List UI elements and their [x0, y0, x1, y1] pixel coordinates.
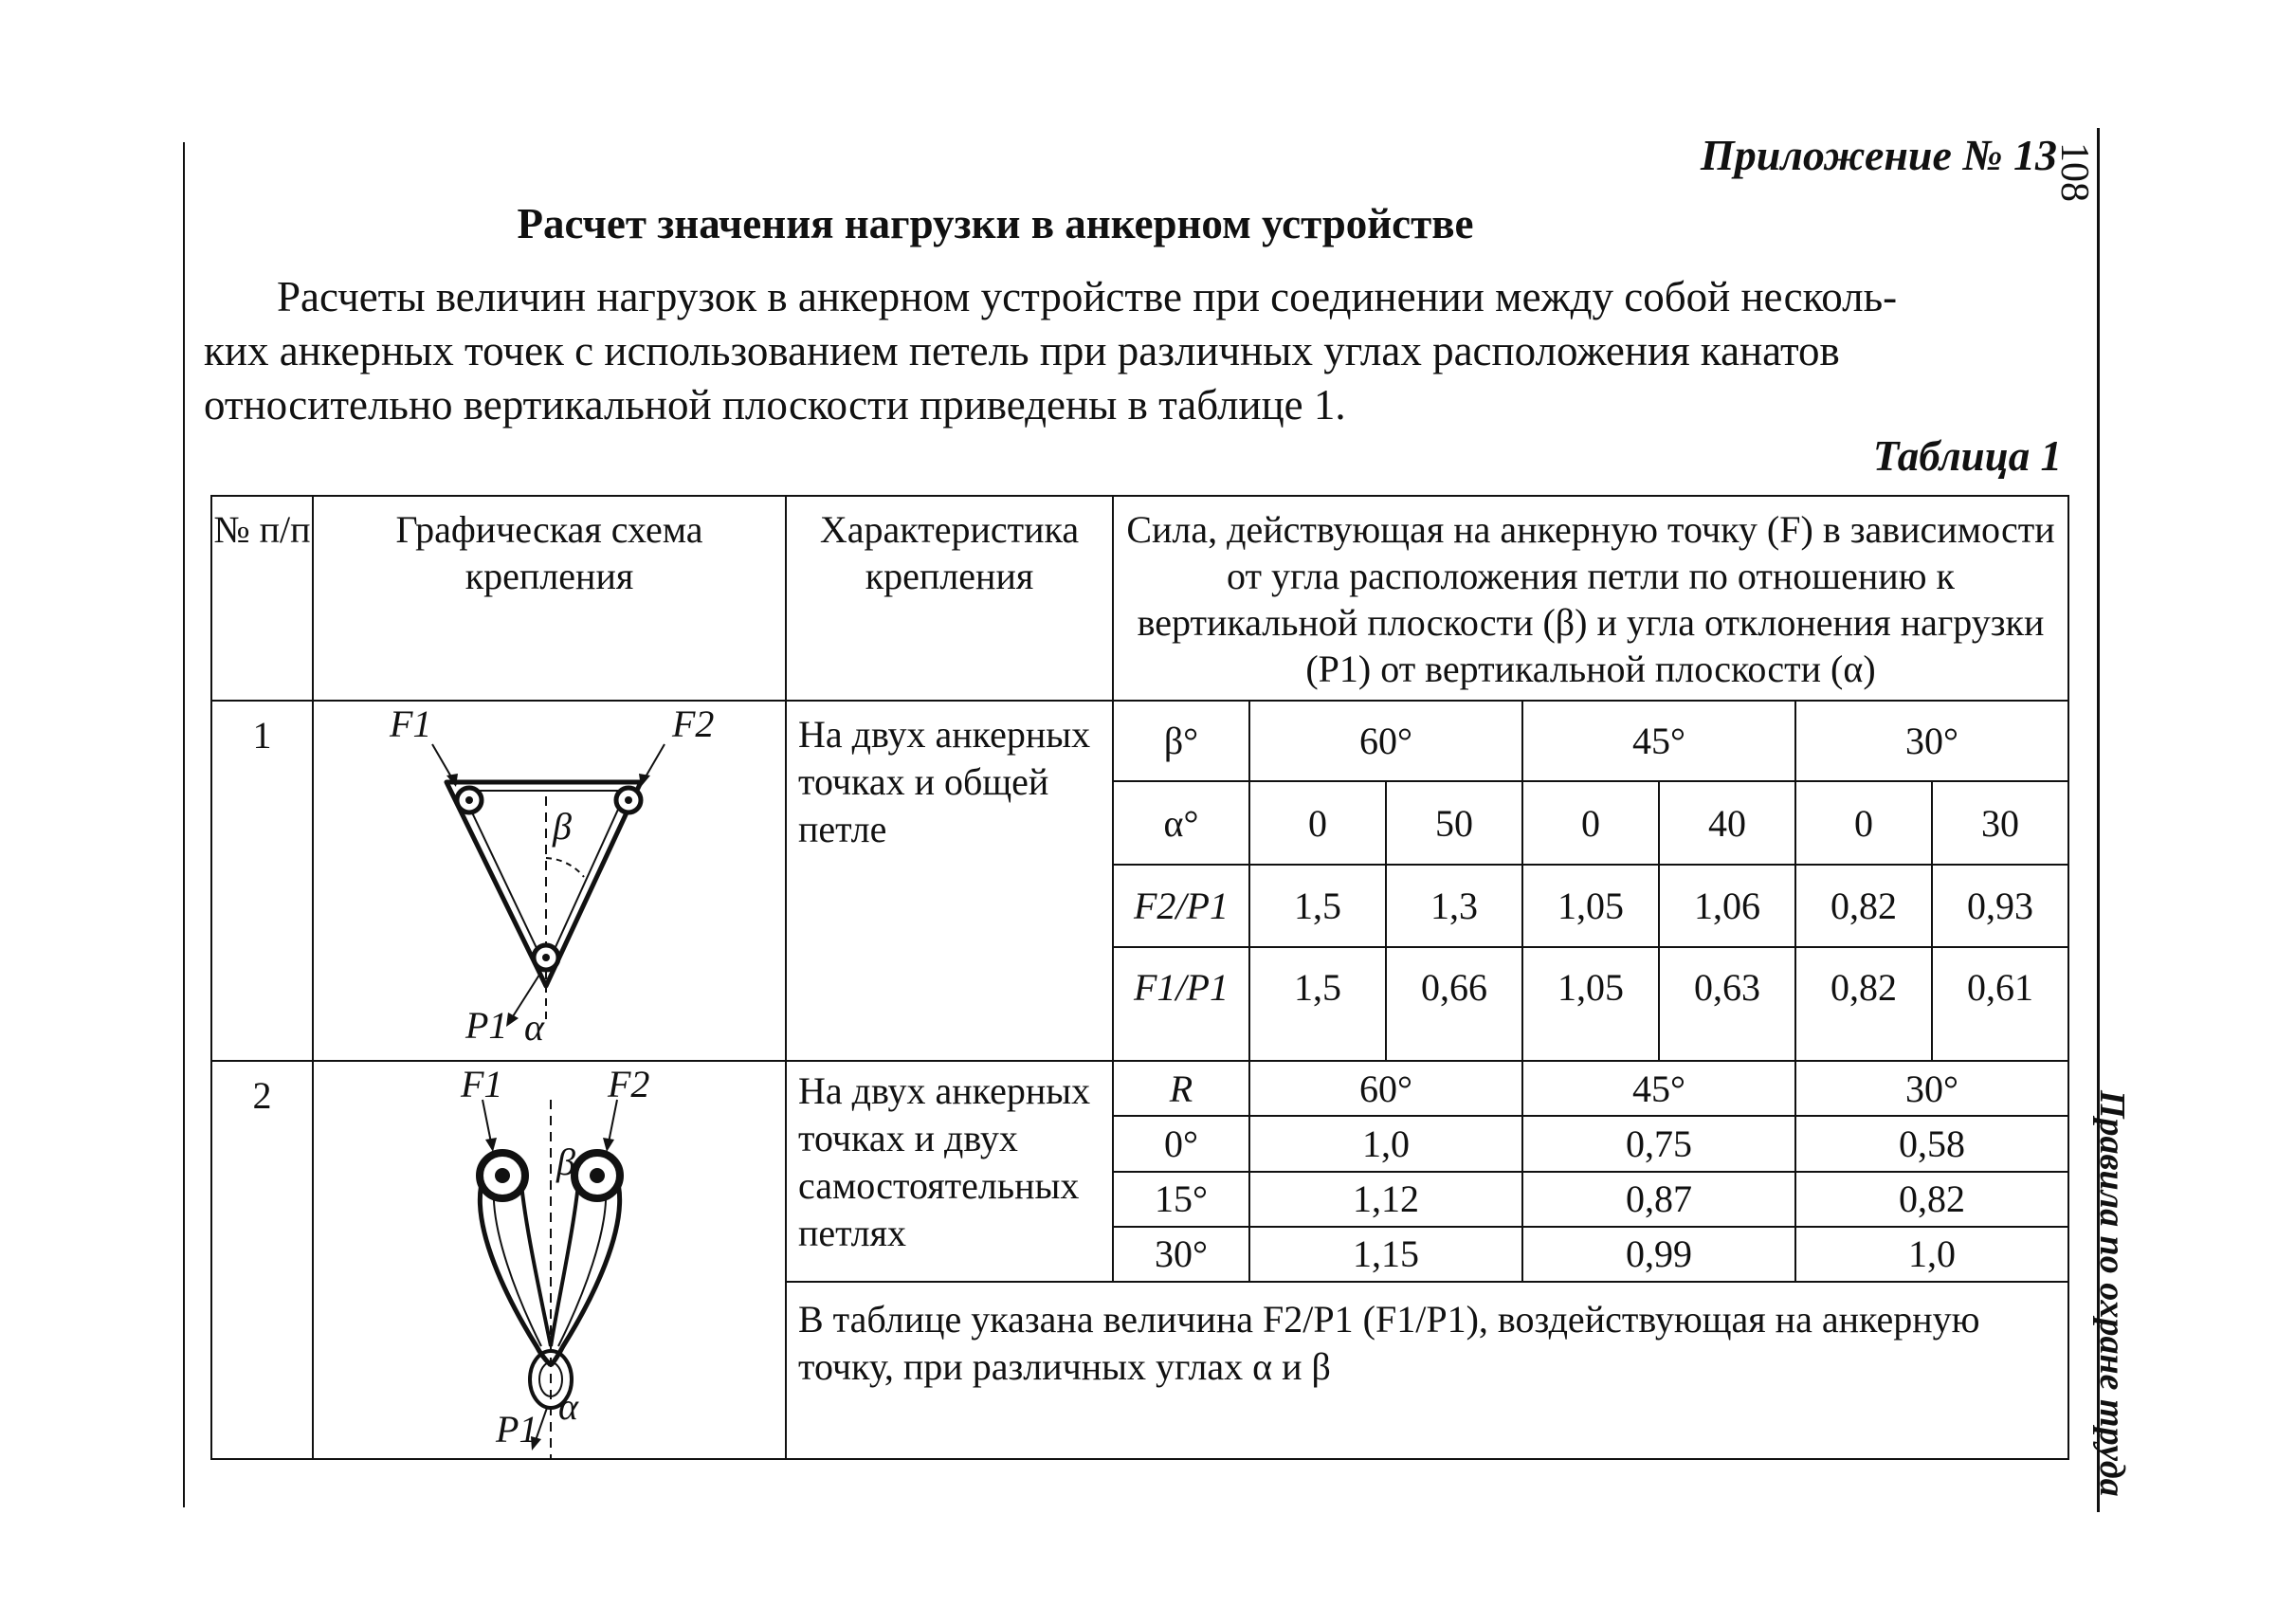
page-title: Расчет значения нагрузки в анкерном устройстве: [517, 200, 1474, 247]
header-characteristic: Характеристика крепления: [786, 496, 1113, 701]
row1-f1p1-cell: 0,82: [1795, 947, 1932, 1061]
header-scheme: Графическая схема крепления: [313, 496, 786, 701]
row1-f2p1-label: F2/P1: [1113, 865, 1249, 947]
intro-paragraph: [204, 270, 2062, 432]
row2-value-cell: 1,0: [1795, 1227, 2068, 1282]
row1-num: 1: [211, 701, 313, 1061]
diag2-label-p1: P1: [496, 1408, 538, 1451]
intro-line-2: ких анкерных точек с использованием петель при различных углах расположения канатов: [204, 327, 1840, 374]
row1-f1p1-label: F1/P1: [1113, 947, 1249, 1061]
row2-diagram-cell: [313, 1061, 786, 1459]
row1-beta-30: 30°: [1795, 701, 2068, 781]
diag2-label-beta: β: [556, 1140, 575, 1183]
row1-alpha-cell: 50: [1386, 781, 1522, 864]
row1-characteristic: На двух анкерных точках и общей петле: [786, 701, 1113, 1061]
table-caption: Таблица 1: [1872, 432, 2062, 480]
row1-diagram-cell: [313, 701, 786, 1061]
row2-beta-30: 30°: [1795, 1061, 2068, 1116]
diag1-label-p1: P1: [465, 1004, 508, 1047]
row1-beta-label: β°: [1113, 701, 1249, 781]
diag2-label-f2: F2: [608, 1063, 650, 1105]
row2-value-cell: 0,75: [1522, 1116, 1795, 1171]
row2-value-cell: 1,15: [1249, 1227, 1522, 1282]
row2-value-cell: 0,58: [1795, 1116, 2068, 1171]
appendix-label: Приложение № 13: [1700, 131, 2057, 179]
row2-value-cell: 1,0: [1249, 1116, 1522, 1171]
header-force: Сила, действующая на анкерную точку (F) в зависимости от угла расположения петли по отношению к вертикальной плоскости (β) и угла отклонения нагрузки (P1) от вертикальной плоскости (α): [1113, 496, 2068, 701]
diag1-label-beta: β: [553, 805, 572, 848]
left-margin-rule: [183, 142, 185, 1507]
row1-f1p1-cell: 0,63: [1659, 947, 1795, 1061]
row1-f1p1-cell: 0,61: [1932, 947, 2068, 1061]
row2-value-cell: 0,87: [1522, 1172, 1795, 1227]
row1-f1p1-cell: 1,5: [1249, 947, 1386, 1061]
row2-characteristic: На двух анкерных точках и двух самостоятельных петлях: [786, 1061, 1113, 1282]
header-num: № п/п: [211, 496, 313, 701]
row1-beta-45: 45°: [1522, 701, 1795, 781]
row1-alpha-cell: 40: [1659, 781, 1795, 864]
diag1-label-f2: F2: [672, 703, 715, 745]
row2-angle-0: 0°: [1113, 1116, 1249, 1171]
row1-alpha-cell: 30: [1932, 781, 2068, 864]
row2-value-cell: 1,12: [1249, 1172, 1522, 1227]
row2-beta-60: 60°: [1249, 1061, 1522, 1116]
intro-line-1: Расчеты величин нагрузок в анкерном устройстве при соединении между собой несколь-: [277, 273, 1898, 320]
row1-f1p1-cell: 1,05: [1522, 947, 1659, 1061]
running-head: Правила по охране труда: [2092, 1090, 2132, 1497]
row1-alpha-label: α°: [1113, 781, 1249, 864]
row2-r-label: R: [1113, 1061, 1249, 1116]
row2-num: 2: [211, 1061, 313, 1459]
row1-f2p1-cell: 1,05: [1522, 865, 1659, 947]
row1-f2p1-cell: 1,06: [1659, 865, 1795, 947]
triangle-loop-diagram: [314, 702, 785, 1060]
row1-f2p1-cell: 1,5: [1249, 865, 1386, 947]
row2-beta-45: 45°: [1522, 1061, 1795, 1116]
diag1-label-f1: F1: [390, 703, 432, 745]
row2-angle-15: 15°: [1113, 1172, 1249, 1227]
intro-line-3: относительно вертикальной плоскости приведены в таблице 1.: [204, 381, 1346, 429]
row1-alpha-cell: 0: [1795, 781, 1932, 864]
row2-angle-30: 30°: [1113, 1227, 1249, 1282]
row2-note: В таблице указана величина F2/P1 (F1/P1), воздействующая на анкерную точку, при различных углах α и β: [786, 1282, 2068, 1459]
row1-beta-60: 60°: [1249, 701, 1522, 781]
row2-value-cell: 0,99: [1522, 1227, 1795, 1282]
diag2-label-alpha: α: [558, 1385, 578, 1428]
diag1-label-alpha: α: [524, 1006, 544, 1049]
row1-f2p1-cell: 1,3: [1386, 865, 1522, 947]
diag2-label-f1: F1: [461, 1063, 503, 1105]
double-loop-diagram: [314, 1062, 785, 1458]
page-number: 108: [2052, 142, 2096, 202]
row1-f2p1-cell: 0,93: [1932, 865, 2068, 947]
load-table: [210, 495, 2069, 1460]
row1-alpha-cell: 0: [1249, 781, 1386, 864]
row1-f2p1-cell: 0,82: [1795, 865, 1932, 947]
row2-value-cell: 0,82: [1795, 1172, 2068, 1227]
row1-f1p1-cell: 0,66: [1386, 947, 1522, 1061]
row1-alpha-cell: 0: [1522, 781, 1659, 864]
